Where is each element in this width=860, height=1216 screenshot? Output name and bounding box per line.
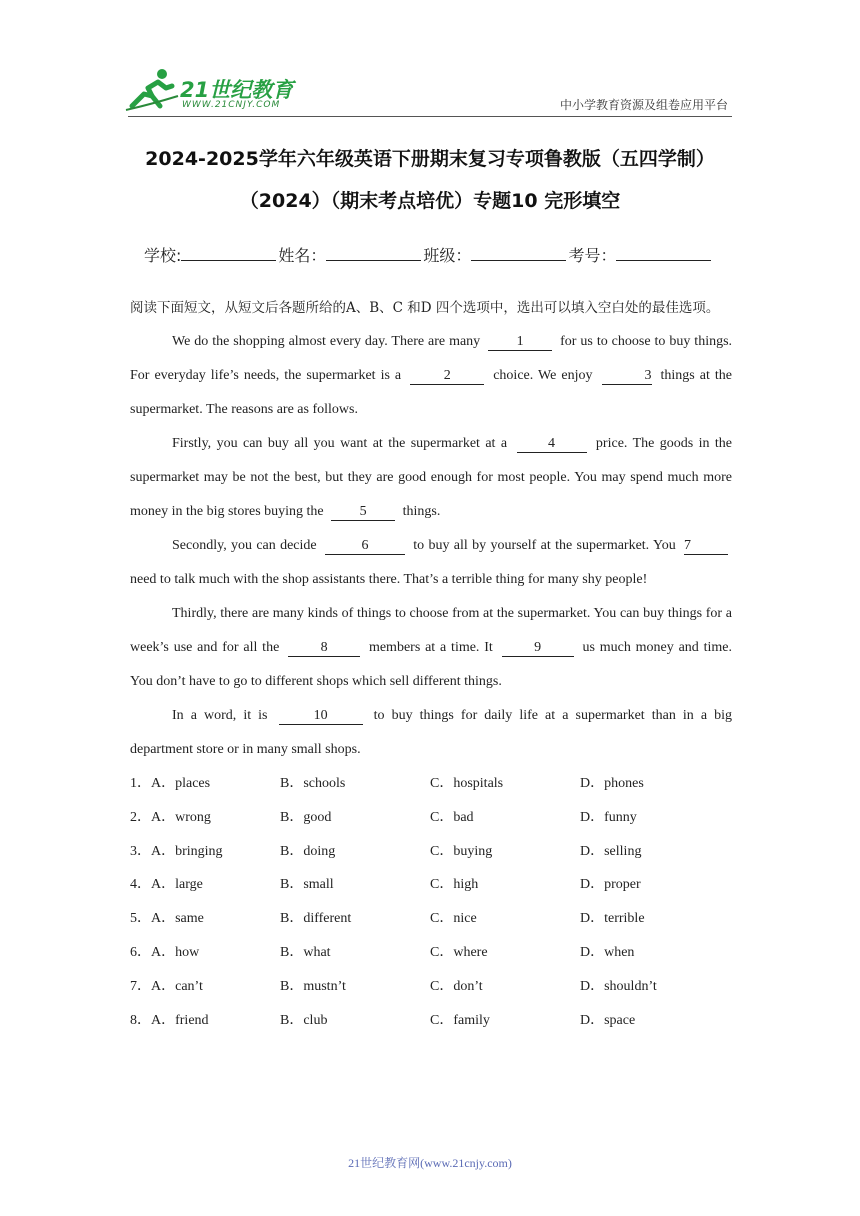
option-c[interactable]: C．high — [430, 877, 479, 893]
question-row-1 — [130, 767, 732, 801]
cloze-blank-4: 4 — [517, 436, 587, 453]
option-b[interactable]: B．schools — [280, 776, 346, 791]
school-blank[interactable] — [181, 246, 276, 261]
class-blank[interactable] — [471, 246, 566, 261]
header-platform-text: 中小学教育资源及组卷应用平台 — [559, 98, 728, 112]
cloze-blank-10: 10 — [279, 708, 363, 725]
option-c[interactable]: C．nice — [430, 911, 477, 927]
option-d[interactable]: D．proper — [580, 877, 641, 893]
option-c[interactable]: C．hospitals — [430, 776, 504, 791]
option-d[interactable]: D．selling — [580, 843, 642, 859]
question-row-4 — [130, 868, 732, 902]
passage-text: members at a time. It — [368, 640, 493, 655]
passage-text: things. — [402, 504, 441, 519]
option-d[interactable]: D．funny — [580, 809, 637, 825]
question-row-5 — [130, 902, 732, 936]
question-options — [130, 767, 732, 1037]
cloze-blank-7: 7 — [684, 538, 728, 555]
option-b[interactable]: B．doing — [280, 843, 336, 859]
passage-text: Firstly, you can buy all you want at the supermarket at a — [172, 436, 508, 451]
passage-paragraph-3 — [130, 529, 732, 597]
question-row-2 — [130, 801, 732, 835]
option-a[interactable]: 7．A．can’t — [130, 978, 203, 994]
header-divider — [128, 116, 732, 117]
passage-text: to buy all by yourself at the supermarket. You — [413, 538, 676, 553]
passage-text: to buy things for daily life at a supermarket than in a big department store or in many small shops. — [130, 708, 733, 757]
passage-text: In a word, it is — [172, 708, 268, 723]
cloze-blank-9: 9 — [502, 640, 574, 657]
exercise-content — [130, 292, 732, 1037]
student-info-row — [144, 243, 713, 266]
document-title-line1: 2024-2025学年六年级英语下册期末复习专项鲁教版（五四学制） — [145, 148, 715, 170]
document-title-line2: （2024）（期末考点培优）专题10 完形填空 — [239, 190, 621, 212]
passage-paragraph-1 — [130, 325, 732, 427]
option-c[interactable]: C．family — [430, 1012, 490, 1028]
option-a[interactable]: 5．A．same — [130, 911, 204, 927]
instructions: 阅读下面短文，从短文后各题所给的A、B、C 和D 四个选项中，选出可以填入空白处的最佳选项。 — [130, 300, 720, 316]
option-d[interactable]: D．shouldn’t — [580, 978, 657, 994]
name-label: 姓名： — [278, 246, 327, 265]
option-a[interactable]: 4．A．large — [130, 877, 203, 893]
option-d[interactable]: D．phones — [580, 776, 644, 791]
passage-text: need to talk much with the shop assistants there. That’s a terrible thing for many shy people! — [130, 572, 648, 587]
option-b[interactable]: B．small — [280, 877, 334, 893]
cloze-blank-3: 3 — [602, 368, 652, 385]
question-row-7 — [130, 970, 732, 1004]
option-b[interactable]: B．different — [280, 911, 352, 927]
passage-text: Thirdly, there are many kinds of things to choose from at the supermarket. You can buy things for a week’s use and for all the — [130, 606, 732, 655]
passage-text: us much money and time. You don’t have to go to different shops which sell different things. — [130, 640, 733, 689]
passage-text: choice. We enjoy — [493, 368, 593, 383]
number-blank[interactable] — [616, 246, 711, 261]
question-row-3 — [130, 835, 732, 869]
option-a[interactable]: 2．A．wrong — [130, 809, 211, 825]
passage-text: things at the supermarket. The reasons are as follows. — [130, 368, 733, 417]
cloze-blank-6: 6 — [325, 538, 405, 555]
question-row-8 — [130, 1004, 732, 1038]
passage-text: for us to choose to buy things. For everyday life’s needs, the supermarket is a — [130, 334, 733, 383]
option-b[interactable]: B．what — [280, 944, 331, 960]
logo-brand-text: 21世纪教育 — [180, 78, 294, 102]
option-d[interactable]: D．when — [580, 944, 635, 960]
cloze-blank-5: 5 — [331, 504, 395, 521]
question-row-6 — [130, 936, 732, 970]
cloze-blank-2: 2 — [410, 368, 484, 385]
option-a[interactable]: 6．A．how — [130, 944, 200, 960]
class-label: 班级： — [423, 246, 472, 265]
passage-text: Secondly, you can decide — [172, 538, 317, 553]
option-a[interactable]: 1．A．places — [130, 776, 211, 791]
option-b[interactable]: B．good — [280, 809, 332, 825]
passage-paragraph-5 — [130, 699, 732, 767]
passage-paragraph-4 — [130, 597, 732, 699]
logo-url-text: WWW.21CNJY.COM — [182, 100, 281, 110]
option-a[interactable]: 3．A．bringing — [130, 843, 223, 859]
option-c[interactable]: C．buying — [430, 843, 493, 859]
option-d[interactable]: D．space — [580, 1012, 636, 1028]
cloze-blank-8: 8 — [288, 640, 360, 657]
passage-text: We do the shopping almost every day. There are many — [172, 334, 481, 349]
passage-text: price. The goods in the supermarket may be not the best, but they are good enough for most people. You may spend much more money in the big stores buying the — [130, 436, 733, 519]
number-label: 考号： — [568, 246, 617, 265]
runner-logo-icon — [122, 66, 180, 112]
option-b[interactable]: B．club — [280, 1012, 328, 1028]
option-c[interactable]: C．don’t — [430, 978, 483, 994]
site-logo[interactable] — [122, 66, 292, 116]
passage-paragraph-2 — [130, 427, 732, 529]
school-label: 学校: — [144, 246, 182, 265]
cloze-blank-1: 1 — [488, 334, 552, 351]
option-c[interactable]: C．bad — [430, 809, 474, 825]
option-a[interactable]: 8．A．friend — [130, 1012, 209, 1028]
option-b[interactable]: B．mustn’t — [280, 978, 346, 994]
name-blank[interactable] — [326, 246, 421, 261]
option-c[interactable]: C．where — [430, 944, 488, 960]
page-footer[interactable]: 21世纪教育网(www.21cnjy.com) — [348, 1156, 512, 1170]
page-header — [0, 0, 860, 125]
option-d[interactable]: D．terrible — [580, 911, 645, 927]
